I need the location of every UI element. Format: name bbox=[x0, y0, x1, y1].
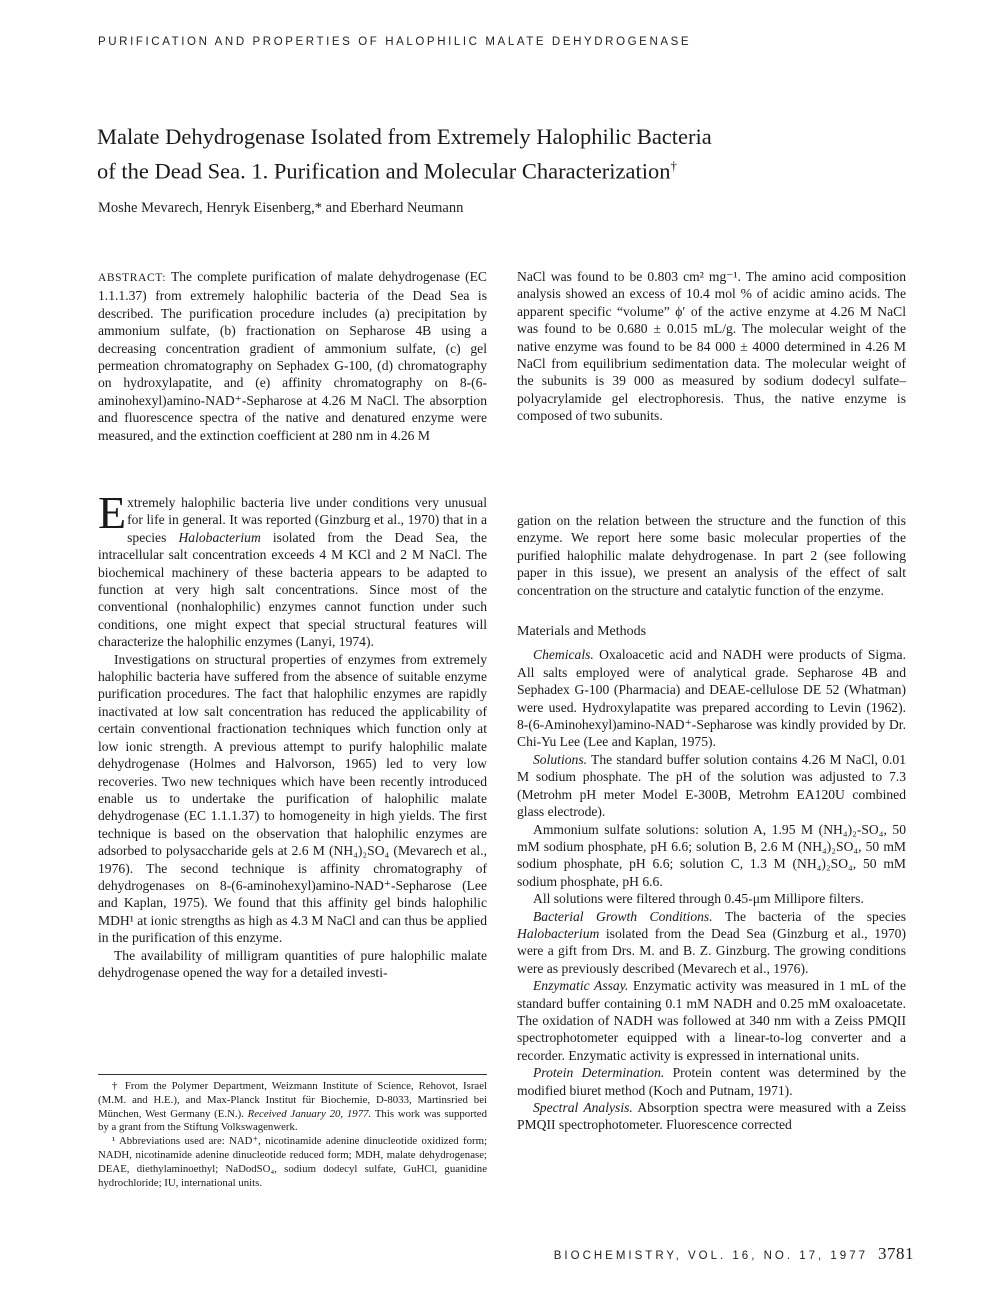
body-column-right bbox=[517, 512, 906, 1134]
body-column-left bbox=[98, 487, 487, 981]
methods-chemicals: Chemicals. Oxaloacetic acid and NADH were products of Sigma. All salts employed were of analytical grade. Sepharose 4B and Sephadex G-100 (Pharmacia) and DEAE-cellulose DE 52 (Whatman) were used. Hydroxylapatite was prepared according to Levin (1962). 8-(6-Aminohexyl)amino-NAD⁺-Sepharose was kindly provided by Dr. Chi-Yu Lee (Lee and Kaplan, 1975). bbox=[517, 647, 906, 750]
methods-protein-determination: Protein Determination. Protein content was determined by the modified biuret method (Koch and Putnam, 1971). bbox=[517, 1065, 906, 1098]
title-line-2: of the Dead Sea. 1. Purification and Molecular Characterization bbox=[97, 158, 671, 184]
author-list: Moshe Mevarech, Henryk Eisenberg,* and Eberhard Neumann bbox=[98, 200, 464, 216]
title-dagger: † bbox=[670, 158, 678, 173]
page-footer bbox=[502, 1244, 914, 1264]
footnote-divider bbox=[98, 1074, 487, 1075]
methods-filtration: All solutions were filtered through 0.45-μm Millipore filters. bbox=[533, 891, 864, 907]
footnote-affiliation: † From the Polymer Department, Weizmann Institute of Science, Rehovot, Israel (M.M. and H.E.), and Max-Planck Institut für Biochemie, D-8033, Martinsried bei München, West Germany (E.N.). Received January 20, 1977. This work was supported by a grant from the Stiftung Volkswagenwerk. bbox=[98, 1080, 487, 1134]
methods-growth-conditions: Bacterial Growth Conditions. The bacteria of the species Halobacterium isolated from the Dead Sea (Ginzburg et al., 1970) were a gift from Drs. M. and B. Z. Ginzburg. The growing conditions were as previously described (Mevarech et al., 1976). bbox=[517, 908, 907, 976]
intro-paragraph-2: Investigations on structural properties of enzymes from extremely halophilic bacteria have suffered from the absence of suitable enzyme purification procedures. The fact that halophilic enzymes are rapidly inactivated at low salt concentration has reduced the applicability of certain conventional fractionation techniques which function only at low ionic strength. A previous attempt to purify halophilic malate dehydrogenase (Holmes and Halvorson, 1965) led to very low recoveries. Two new techniques which have been recently introduced enable us to undertake the purification of halophilic malate dehydrogenase (EC 1.1.1.37) to homogeneity in high yields. The first technique is based on the observation that halophilic enzymes are adsorbed to polysaccharide gels at 2.6 M (NH₄)₂SO₄ (Mevarech et al., 1976). The second technique is affinity chromatography of dehydrogenases on 8-(6-aminohexyl)amino-NAD⁺-Sepharose (Lee and Kaplan, 1975). We found that this affinity gel binds halophilic MDH¹ at ionic strengths as high as 4.3 M NaCl and can thus be applied in the purification of this enzyme. bbox=[98, 651, 487, 946]
journal-citation: BIOCHEMISTRY, VOL. 16, NO. 17, 1977 bbox=[553, 1250, 868, 1262]
methods-ammonium-sulfate: Ammonium sulfate solutions: solution A, 1.95 M (NH₄)₂-SO₄, 50 mM sodium phosphate, pH 6.6; solution B, 2.6 M (NH₄)₂SO₄, 50 mM sodium phosphate, pH 6.6; solution C, 1.3 M (NH₄)₂SO₄, 50 mM sodium phosphate, pH 6.6. bbox=[517, 821, 906, 889]
title-line-1: Malate Dehydrogenase Isolated from Extremely Halophilic Bacteria bbox=[97, 124, 712, 149]
methods-enzymatic-assay: Enzymatic Assay. Enzymatic activity was measured in 1 mL of the standard buffer containing 0.1 mM NADH and 0.25 mM oxaloacetate. The oxidation of NADH was followed at 340 nm with a Zeiss PMQII spectrophotometer equipped with a linear-to-log converter and a recorder. Enzymatic activity is expressed in international units. bbox=[517, 978, 906, 1063]
abstract-text-right: NaCl was found to be 0.803 cm² mg⁻¹. The amino acid composition analysis showed an excess of 10.4 mol % of acidic amino acids. The apparent specific “volume” ϕ′ of the active enzyme at 4.26 M NaCl was found to be 0.680 ± 0.015 mL/g. The molecular weight of the native enzyme was found to be 84 000 ± 4000 determined in 4.26 M NaCl from equilibrium sedimentation data. The molecular weight of the subunits is 39 000 as measured by sodium dodecyl sulfate–polyacrylamide gel electrophoresis. Thus, the native enzyme is composed of two subunits. bbox=[517, 269, 906, 424]
running-head: PURIFICATION AND PROPERTIES OF HALOPHILIC MALATE DEHYDROGENASE bbox=[98, 36, 692, 48]
methods-spectral-analysis: Spectral Analysis. Absorption spectra were measured with a Zeiss PMQII spectrophotometer. Fluorescence corrected bbox=[517, 1100, 907, 1133]
abstract-column-left bbox=[98, 268, 487, 444]
abstract-label: ABSTRACT: bbox=[98, 272, 167, 284]
abstract-text-left: The complete purification of malate dehydrogenase (EC 1.1.1.37) from extremely halophilic bacteria of the Dead Sea is described. The purification procedure includes (a) precipitation by ammonium sulfate, (b) fractionation on Sepharose 4B using a decreasing concentration gradient of ammonium sulfate, (c) gel permeation chromatography on Sephadex G-100, (d) chromatography on hydroxylapatite, and (e) affinity chromatography on 8-(6-aminohexyl)amino-NAD⁺-Sepharose at 4.26 M NaCl. The absorption and fluorescence spectra of the native and denatured enzyme were measured, and the extinction coefficient at 280 nm in 4.26 M bbox=[98, 269, 487, 443]
drop-cap: E bbox=[98, 487, 127, 538]
methods-solutions: Solutions. The standard buffer solution contains 4.26 M NaCl, 0.01 M sodium phosphate. The pH of the solution was adjusted to 7.3 (Metrohm pH meter Model E-300B, Metrohm EA120U combined glass electrode). bbox=[517, 751, 906, 820]
page-number: 3781 bbox=[878, 1244, 914, 1263]
footnote-abbreviations: ¹ Abbreviations used are: NAD⁺, nicotinamide adenine dinucleotide oxidized form; NADH, nicotinamide adenine dinucleotide reduced form; MDH, malate dehydrogenase; DEAE, diethylaminoethyl; NaDodSO₄, sodium dodecyl sulfate, GuHCl, guanidine hydrochloride; IU, international units. bbox=[98, 1135, 487, 1189]
footnotes bbox=[98, 1080, 487, 1190]
intro-paragraph-1: Extremely halophilic bacteria live under conditions very unusual for life in general. It was reported (Ginzburg et al., 1970) that in a species Halobacterium isolated from the Dead Sea, the intracellular salt concentration exceeds 4 M KCl and 2 M NaCl. The biochemical machinery of these bacteria appears to be adapted to function at very high salt concentrations. Since most of the conventional (nonhalophilic) enzymes cannot function under such conditions, one might expect that special structural features will characterize the halophilic enzymes (Lanyi, 1974). bbox=[98, 487, 487, 650]
intro-paragraph-3: The availability of milligram quantities of pure halophilic malate dehydrogenase opened the way for a detailed investi- bbox=[98, 947, 487, 980]
intro-paragraph-3-continued: gation on the relation between the structure and the function of this enzyme. We report here some basic molecular properties of the purified halophilic malate dehydrogenase. In part 2 (see following paper in this issue), we present an analysis of the effect of salt concentration on the structure and catalytic function of the enzyme. bbox=[517, 513, 906, 598]
section-heading-materials-methods: Materials and Methods bbox=[517, 624, 647, 640]
abstract-column-right bbox=[517, 268, 906, 425]
article-title bbox=[97, 122, 917, 186]
